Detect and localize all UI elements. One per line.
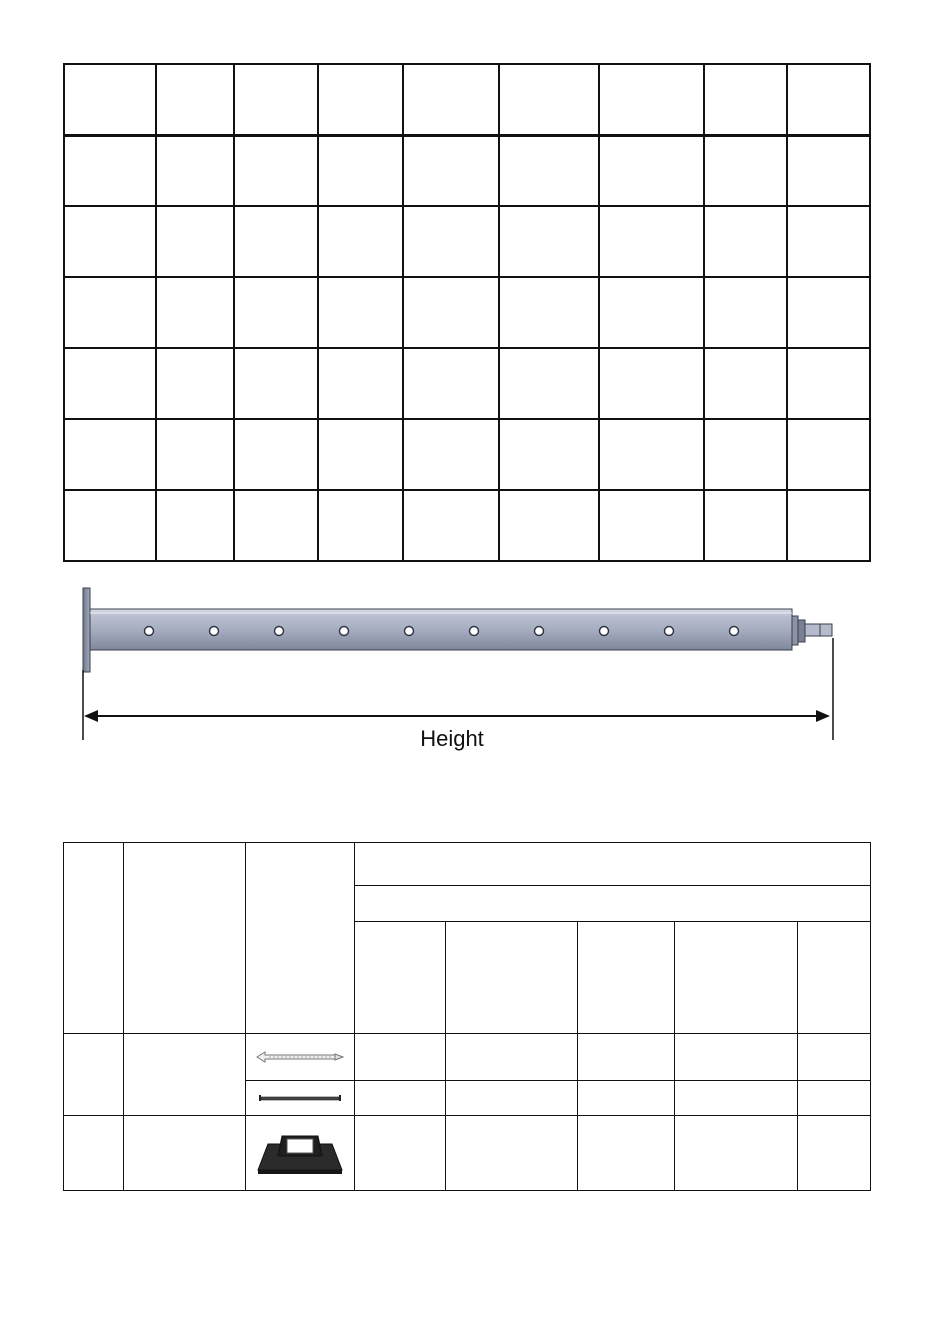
table-cell (156, 277, 234, 348)
table-row (64, 1116, 871, 1191)
table-cell (234, 135, 318, 206)
table-cell (64, 843, 124, 1034)
post-hole (730, 627, 739, 636)
post-hole (405, 627, 414, 636)
table-row (64, 419, 870, 490)
post-hole (600, 627, 609, 636)
table-cell (234, 490, 318, 561)
post-hole (340, 627, 349, 636)
table-cell (64, 1034, 124, 1116)
table-cell (704, 277, 787, 348)
base-plate (83, 588, 90, 672)
post-hole (275, 627, 284, 636)
post-hole (145, 627, 154, 636)
dimension-label: Height (420, 726, 484, 751)
table-cell (318, 206, 403, 277)
table-cell (403, 206, 499, 277)
table-cell (234, 419, 318, 490)
table-cell (318, 64, 403, 135)
post-hole (210, 627, 219, 636)
table-cell (578, 1034, 675, 1081)
table-row (64, 348, 870, 419)
table-cell (234, 277, 318, 348)
table-cell (234, 64, 318, 135)
table-cell (355, 886, 871, 922)
table-cell (156, 135, 234, 206)
table-cell (403, 419, 499, 490)
table-cell (156, 348, 234, 419)
table-cell (675, 922, 798, 1034)
table-cell (499, 419, 599, 490)
post-hole (665, 627, 674, 636)
table-cell (675, 1081, 798, 1116)
table-cell (675, 1116, 798, 1191)
table-cell (787, 348, 870, 419)
table-cell (499, 64, 599, 135)
table-cell (599, 206, 704, 277)
table-cell (787, 490, 870, 561)
table-cell (64, 135, 156, 206)
post-base-cover-icon (256, 1130, 344, 1176)
table-cell (499, 135, 599, 206)
top-fitting (792, 616, 832, 645)
table-cell (64, 1116, 124, 1191)
table-cell (578, 1116, 675, 1191)
table-cell (704, 348, 787, 419)
table-cell (246, 1081, 355, 1116)
table-cell (246, 843, 355, 1034)
specification-table (63, 63, 871, 562)
table-cell (403, 348, 499, 419)
table-cell (318, 277, 403, 348)
table-cell (599, 348, 704, 419)
table-cell (64, 490, 156, 561)
table-cell (403, 277, 499, 348)
table-cell (403, 64, 499, 135)
table-cell (124, 1034, 246, 1116)
table-cell (798, 1116, 871, 1191)
table-header-row (64, 843, 871, 886)
table-cell (704, 64, 787, 135)
table-cell (246, 1034, 355, 1081)
table-cell (578, 1081, 675, 1116)
table-cell (499, 277, 599, 348)
post-hole (535, 627, 544, 636)
table-cell (599, 490, 704, 561)
table-cell (787, 206, 870, 277)
table-cell (798, 1034, 871, 1081)
table-cell (355, 843, 871, 886)
table-row (64, 135, 870, 206)
table-cell (446, 1034, 578, 1081)
table-cell (355, 1034, 446, 1081)
table-cell (403, 135, 499, 206)
arrow-left-icon (84, 710, 98, 722)
table-cell (403, 490, 499, 561)
table-cell (64, 348, 156, 419)
table-cell (124, 843, 246, 1034)
table-cell (704, 206, 787, 277)
table-cell (156, 490, 234, 561)
threaded-rod-icon (257, 1093, 343, 1103)
table-cell (124, 1116, 246, 1191)
table-cell (355, 1116, 446, 1191)
table-cell (246, 1116, 355, 1191)
table-cell (64, 419, 156, 490)
table-cell (787, 277, 870, 348)
table-cell (704, 419, 787, 490)
table-cell (787, 64, 870, 135)
table-row (64, 277, 870, 348)
post-height-diagram (60, 582, 860, 760)
table-row (64, 1034, 871, 1081)
table-cell (446, 1081, 578, 1116)
table-cell (446, 922, 578, 1034)
table-cell (355, 1081, 446, 1116)
table-cell (787, 135, 870, 206)
table-cell (578, 922, 675, 1034)
table-row (64, 206, 870, 277)
table-cell (599, 419, 704, 490)
table-cell (64, 64, 156, 135)
table-cell (355, 922, 446, 1034)
table-cell (318, 135, 403, 206)
table-cell (798, 922, 871, 1034)
anchor-bolt-icon (255, 1050, 345, 1064)
post-hole (470, 627, 479, 636)
table-cell (599, 135, 704, 206)
post-body (90, 609, 792, 650)
parts-table (63, 842, 871, 1191)
table-cell (787, 419, 870, 490)
table-row (64, 490, 870, 561)
table-cell (798, 1081, 871, 1116)
table-cell (499, 490, 599, 561)
table-cell (156, 206, 234, 277)
table-cell (318, 348, 403, 419)
table-cell (499, 348, 599, 419)
table-cell (704, 135, 787, 206)
table-header-row (64, 64, 870, 135)
table-cell (446, 1116, 578, 1191)
table-cell (318, 419, 403, 490)
table-cell (499, 206, 599, 277)
table-cell (64, 277, 156, 348)
table-cell (599, 277, 704, 348)
table-cell (675, 1034, 798, 1081)
table-cell (234, 348, 318, 419)
table-cell (64, 206, 156, 277)
table-cell (704, 490, 787, 561)
table-cell (318, 490, 403, 561)
table-cell (599, 64, 704, 135)
table-cell (156, 419, 234, 490)
table-cell (234, 206, 318, 277)
table-cell (156, 64, 234, 135)
arrow-right-icon (816, 710, 830, 722)
